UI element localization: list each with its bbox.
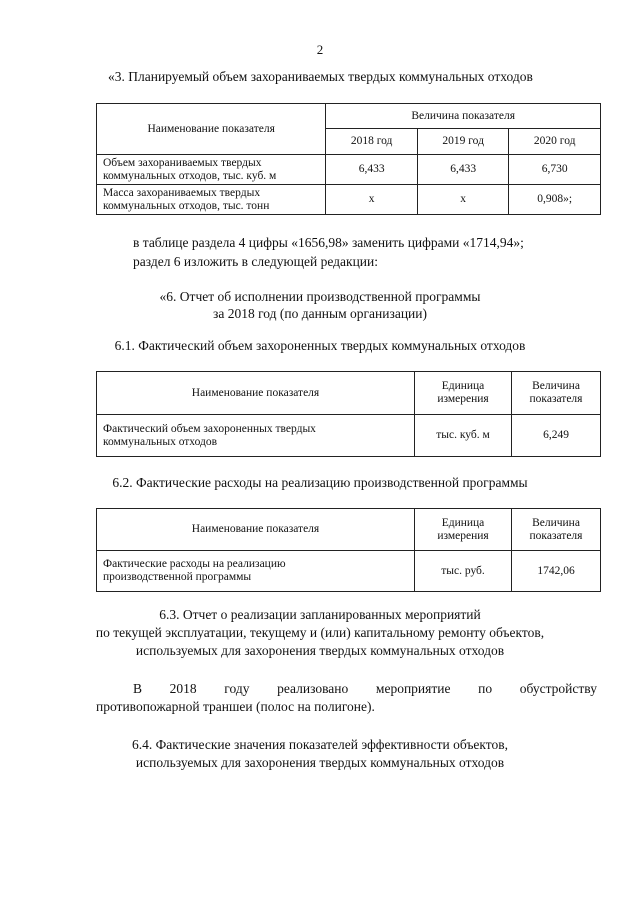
row-name-line: Фактические расходы на реализацию <box>103 558 286 570</box>
paragraph-word: обустройству <box>519 681 597 696</box>
row-name-line: Объем захораниваемых твердых <box>103 156 262 169</box>
planned-volume-table <box>96 103 601 215</box>
header-unit-line: Единица <box>441 380 485 392</box>
header-unit-line: измерения <box>437 529 489 542</box>
row-name <box>97 185 326 215</box>
header-value-line: показателя <box>529 393 583 405</box>
section6-title-line-1: «6. Отчет об исполнении производственной программы <box>159 289 481 304</box>
header-value-line: Величина <box>532 516 580 529</box>
table-row <box>97 551 601 592</box>
table-row <box>97 415 601 457</box>
section63-title-line-3: используемых для захоронения твердых коммунальных отходов <box>135 643 505 658</box>
table-header-value <box>512 372 601 415</box>
row-value: х <box>417 185 509 215</box>
row-value: 6,433 <box>417 155 509 185</box>
amend-line-1: в таблице раздела 4 цифры «1656,98» заменить цифрами «1714,94»; <box>133 235 524 250</box>
page-number: 2 <box>316 42 324 57</box>
row-name-line: коммунальных отходов, тыс. куб. м <box>103 169 277 182</box>
section63-title-line-1: 6.3. Отчет о реализации запланированных мероприятий <box>159 607 481 622</box>
row-value: 6,730 <box>509 155 601 185</box>
table-row <box>97 155 601 185</box>
row-name <box>97 415 415 457</box>
row-name <box>97 551 415 592</box>
paragraph-word: 2018 <box>169 681 197 696</box>
amend-line-2: раздел 6 изложить в следующей редакции: <box>133 254 379 269</box>
paragraph-word: по <box>478 681 493 696</box>
paragraph-word: мероприятие <box>375 681 451 696</box>
table-row <box>97 185 601 215</box>
row-value: х <box>326 185 418 215</box>
row-name-line: коммунальных отходов, тыс. тонн <box>103 199 270 212</box>
table-header-unit <box>415 509 512 551</box>
header-value-line: показателя <box>529 529 583 542</box>
actual-expenses-table <box>96 508 601 592</box>
section63-paragraph-line-2: противопожарной траншеи (полос на полигоне). <box>96 699 375 714</box>
header-unit-line: Единица <box>441 516 485 529</box>
header-value-line: Величина <box>532 380 580 392</box>
section62-title: 6.2. Фактические расходы на реализацию производственной программы <box>112 475 528 490</box>
section64-title-line-2: используемых для захоронения твердых коммунальных отходов <box>135 755 505 770</box>
table-header-year: 2020 год <box>509 129 601 155</box>
section64-title-line-1: 6.4. Фактические значения показателей эффективности объектов, <box>131 737 509 752</box>
paragraph-word: В <box>133 681 143 696</box>
header-unit-line: измерения <box>437 393 489 405</box>
section63-title-line-2: по текущей эксплуатации, текущему и (или) капитальному ремонту объектов, <box>95 625 545 640</box>
row-value: 6,433 <box>326 155 418 185</box>
actual-volume-table <box>96 371 601 457</box>
row-name-line: Масса захораниваемых твердых <box>103 186 261 199</box>
row-name <box>97 155 326 185</box>
table-header-value <box>512 509 601 551</box>
table-header-unit <box>415 372 512 415</box>
table-header-name: Наименование показателя <box>97 509 415 551</box>
row-name-line: производственной программы <box>103 571 252 583</box>
section3-title: «3. Планируемый объем захораниваемых твердых коммунальных отходов <box>108 69 533 84</box>
paragraph-word: году <box>224 681 250 696</box>
row-name-line: коммунальных отходов <box>103 435 218 448</box>
table-header-year: 2019 год <box>417 129 509 155</box>
row-name-line: Фактический объем захороненных твердых <box>103 422 316 435</box>
section61-title: 6.1. Фактический объем захороненных твердых коммунальных отходов <box>114 338 526 353</box>
table-header-name: Наименование показателя <box>97 104 326 155</box>
section6-title-line-2: за 2018 год (по данным организации) <box>213 306 427 321</box>
row-value: 0,908»; <box>509 185 601 215</box>
table-header-group: Величина показателя <box>326 104 601 129</box>
row-value: 6,249 <box>512 415 601 457</box>
table-header-year: 2018 год <box>326 129 418 155</box>
table-header-name: Наименование показателя <box>97 372 415 415</box>
row-unit: тыс. руб. <box>415 551 512 592</box>
row-unit: тыс. куб. м <box>415 415 512 457</box>
row-value: 1742,06 <box>512 551 601 592</box>
section63-paragraph-line-1 <box>133 679 597 698</box>
paragraph-word: реализовано <box>277 681 349 696</box>
